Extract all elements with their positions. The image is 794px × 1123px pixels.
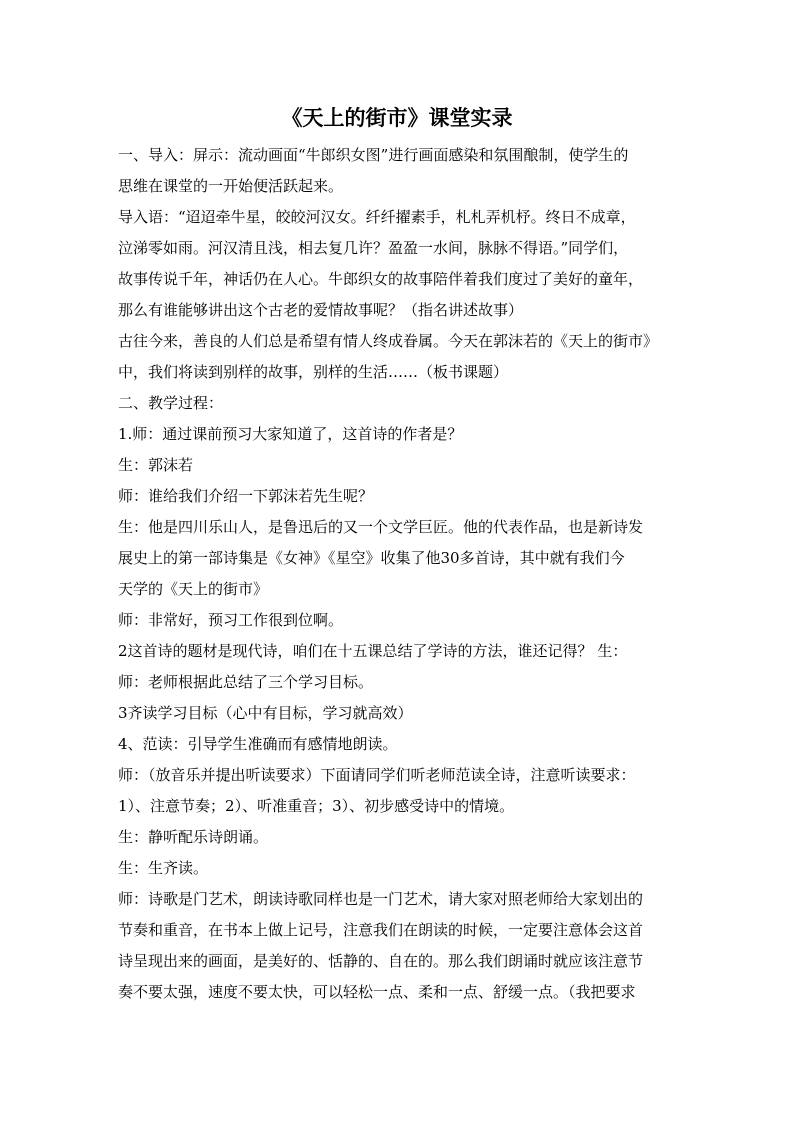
section-heading: 二、教学过程： xyxy=(118,394,224,412)
document-body xyxy=(118,140,678,1008)
text-line: 师：诗歌是门艺术，朗读诗歌同样也是一门艺术，请大家对照老师给大家划出的 xyxy=(118,890,644,908)
text-line: 3齐读学习目标（心中有目标，学习就高效） xyxy=(118,704,413,722)
text-line: 师：老师根据此总结了三个学习目标。 xyxy=(118,673,374,691)
text-line: 思维在课堂的一开始便活跃起来。 xyxy=(118,177,344,195)
text-line: 2这首诗的题材是现代诗，咱们在十五课总结了学诗的方法，谁还记得？ 生： xyxy=(118,642,628,660)
page-title: 《天上的街市》课堂实录 xyxy=(281,105,513,130)
text-line: 一、导入：屏示：流动画面“牛郎织女图”进行画面感染和氛围酿制，使学生的 xyxy=(118,146,629,164)
text-line: 展史上的第一部诗集是《女神》《星空》收集了他30多首诗，其中就有我们今 xyxy=(118,549,625,567)
text-line: 导入语：“迢迢牵牛星，皎皎河汉女。纤纤擢素手，札札弄机杼。终日不成章， xyxy=(118,208,636,226)
text-line: 奏不要太强，速度不要太快，可以轻松一点、柔和一点、舒缓一点。（我把要求 xyxy=(118,983,636,1001)
text-line: 泣涕零如雨。河汉清且浅，相去复几许？盈盈一水间，脉脉不得语。”同学们， xyxy=(118,239,629,257)
text-line: 诗呈现出来的画面，是美好的、恬静的、自在的。那么我们朗诵时就应该注意节 xyxy=(118,952,644,970)
text-line: 那么有谁能够讲出这个古老的爱情故事呢？（指名讲述故事） xyxy=(118,301,524,319)
text-line: 天学的《天上的街市》 xyxy=(118,580,269,598)
text-line: 师：谁给我们介绍一下郭沫若先生呢？ xyxy=(118,487,374,505)
text-line: 4、范读：引导学生准确而有感情地朗读。 xyxy=(118,735,398,753)
text-line: 古往今来，善良的人们总是希望有情人终成眷属。今天在郭沫若的《天上的街市》 xyxy=(118,332,659,350)
text-line: 生：生齐读。 xyxy=(118,859,209,877)
text-line: 中，我们将读到别样的故事，别样的生活……（板书课题） xyxy=(118,363,509,381)
text-line: 生：静听配乐诗朗诵。 xyxy=(118,828,269,846)
text-line: 节奏和重音，在书本上做上记号，注意我们在朗读的时候，一定要注意体会这首 xyxy=(118,921,644,939)
text-line: 1.师：通过课前预习大家知道了，这首诗的作者是？ xyxy=(118,425,463,443)
text-line: 故事传说千年，神话仍在人心。牛郎织女的故事陪伴着我们度过了美好的童年， xyxy=(118,270,644,288)
text-line: 1）、注意节奏；2）、听准重音；3）、初步感受诗中的情境。 xyxy=(118,797,515,815)
text-line: 师：（放音乐并提出听读要求）下面请同学们听老师范读全诗，注意听读要求： xyxy=(118,766,636,784)
text-line: 师：非常好，预习工作很到位啊。 xyxy=(118,611,344,629)
text-line: 生：郭沫若 xyxy=(118,456,194,474)
text-line: 生：他是四川乐山人，是鲁迅后的又一个文学巨匠。他的代表作品，也是新诗发 xyxy=(118,518,644,536)
